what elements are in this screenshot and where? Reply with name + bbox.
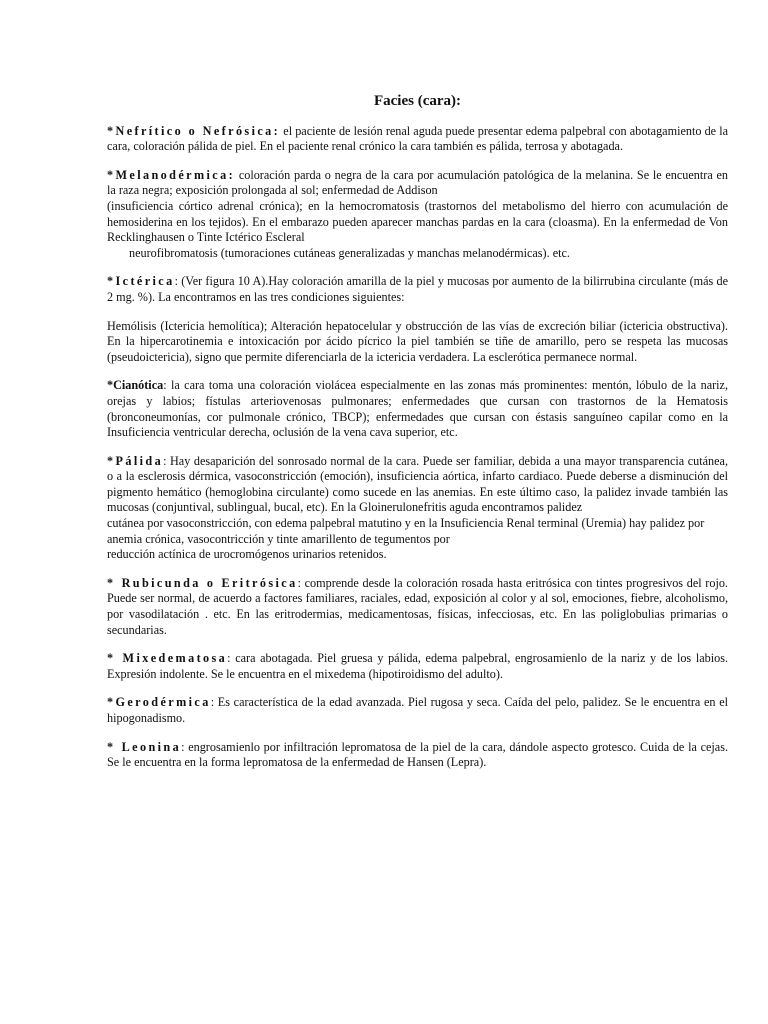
entry-text: cutánea por vasoconstricción, con edema palpebral matutino y en la Insuficiencia Renal terminal (Uremia) hay palidez por anemia crónica, vasocontricción y tinte amarillento de tegumentos por [107,516,705,546]
entry-nefritico [107,124,728,155]
entry-text: : la cara toma una coloración violácea especialmente en las zonas más prominentes: mentón, lóbulo de la nariz, orejas y labios; fístulas arteriovenosas pulmonares; enfermedades que cursan con trastornos de la Hematosis (bronconeumonías, cor pulmonale crónico, TBCP); enfermedades que cursan con éstasis sanguíneo capilar como en la Insuficiencia ventricular derecha, oclusión de la vena cava superior, etc. [107,378,728,440]
entry-text: : engrosamienlo por infiltración lepromatosa de la piel de la cara, dándole aspecto grotesco. Cuida de la cejas. Se le encuentra en la forma lepromatosa de la enfermedad de Hansen (Lepra). [107,739,728,770]
entry-term: *Cianótica [107,378,164,393]
entry-palida [107,454,728,563]
entry-text: reducción actínica de urocromógenos urinarios retenidos. [107,547,387,562]
entry-cianotica [107,378,728,440]
page-title: Facies (cara): [373,93,462,109]
entry-text: Hemólisis (Ictericia hemolítica); Alteración hepatocelular y obstrucción de las vías de excreción biliar (ictericia obstructiva). En la hipercarotinemia e intoxicación por ácido pícrico la piel también se tiñe de amarillo, pero se respeta las mucosas (pseudoictericia), signo que permite diferenciarla de la ictericia verdadera. La esclerótica permanece normal. [107,318,728,364]
entry-icterica-conditions [107,319,728,366]
entry-text: : cara abotagada. Piel gruesa y pálida, edema palpebral, engrosamienlo de la nariz y de los labios. Expresión indolente. Se le encuentra en el mixedema (hipotiroidismo del adulto). [107,651,728,681]
entry-text: : Es característica de la edad avanzada. Piel rugosa y seca. Caída del pelo, palidez. Se le encuentra en el hipogonadismo. [107,695,728,725]
entry-term: * Leonina [107,739,182,754]
entry-text: : (Ver figura 10 A).Hay coloración amarilla de la piel y mucosas por aumento de la bilirrubina circulante (más de 2 mg. %). La encontramos en las tres condiciones siguientes: [107,274,728,304]
entry-term: *Nefrítico o Nefrósica: [107,123,281,138]
entry-term: * Rubicunda o Eritrósica [107,575,298,590]
entry-term: *Melanodérmica: [107,167,236,182]
entry-text: (insuficiencia córtico adrenal crónica); en la hemocromatosis (trastornos del metabolismo del hierro con acumulación de hemosiderina en los tejidos). En el embarazo pueden aparecer manchas pardas en la cara (cloasma). En la enfermedad de Von Recklinghausen o Tinte Ictérico Escleral [107,198,728,245]
entry-term: * Mixedematosa [107,651,228,666]
entry-icterica [107,274,728,305]
entry-text: el paciente de lesión renal aguda puede presentar edema palpebral con abotagamiento de la cara, coloración pálida de piel. En el paciente renal crónico la cara también es pálida, terrosa y abotagada. [107,123,729,154]
entry-term: *Gerodérmica [107,695,211,710]
entry-term: *Pálida [107,453,164,468]
entry-melanodermica [107,168,728,262]
entry-text: : comprende desde la coloración rosada hasta eritrósica con tintes progresivos del rojo. Puede ser normal, de acuerdo a factores familiares, raciales, edad, exposición al color y al sol, emociones, fiebre, alcoholismo, por vasodilatación . etc. En las eritrodermias, medicamentosas, físicas, infecciosas, etc. En las poliglobulias primarias o secundarias. [107,575,728,637]
entry-text: : Hay desaparición del sonrosado normal de la cara. Puede ser familiar, debida a una mayor transparencia cutánea, o a la esclerosis dérmica, vasoconstricción (emoción), insuficiencia aórtica, infarto cardiaco. Puede deberse a disminución del pigmento hemático (hemoglobina circulante) como sucede en las anemias. En este último caso, la palidez invade también las mucosas (conjuntival, sublingual, bucal, etc). En la Gloinerulonefritis aguda encontramos palidez [107,453,728,515]
entry-text: neurofibromatosis (tumoraciones cutáneas generalizadas y manchas melanodérmicas). etc. [129,245,570,260]
entry-leonina [107,740,728,771]
entry-text: coloración parda o negra de la cara por acumulación patológica de la melanina. Se le encuentra en la raza negra; exposición prolongada al sol; enfermedad de Addison [107,167,728,198]
entry-mixedematosa [107,651,728,682]
entry-gerodermica [107,695,728,726]
entry-term: *Ictérica [107,274,175,289]
entry-rubicunda [107,576,728,638]
